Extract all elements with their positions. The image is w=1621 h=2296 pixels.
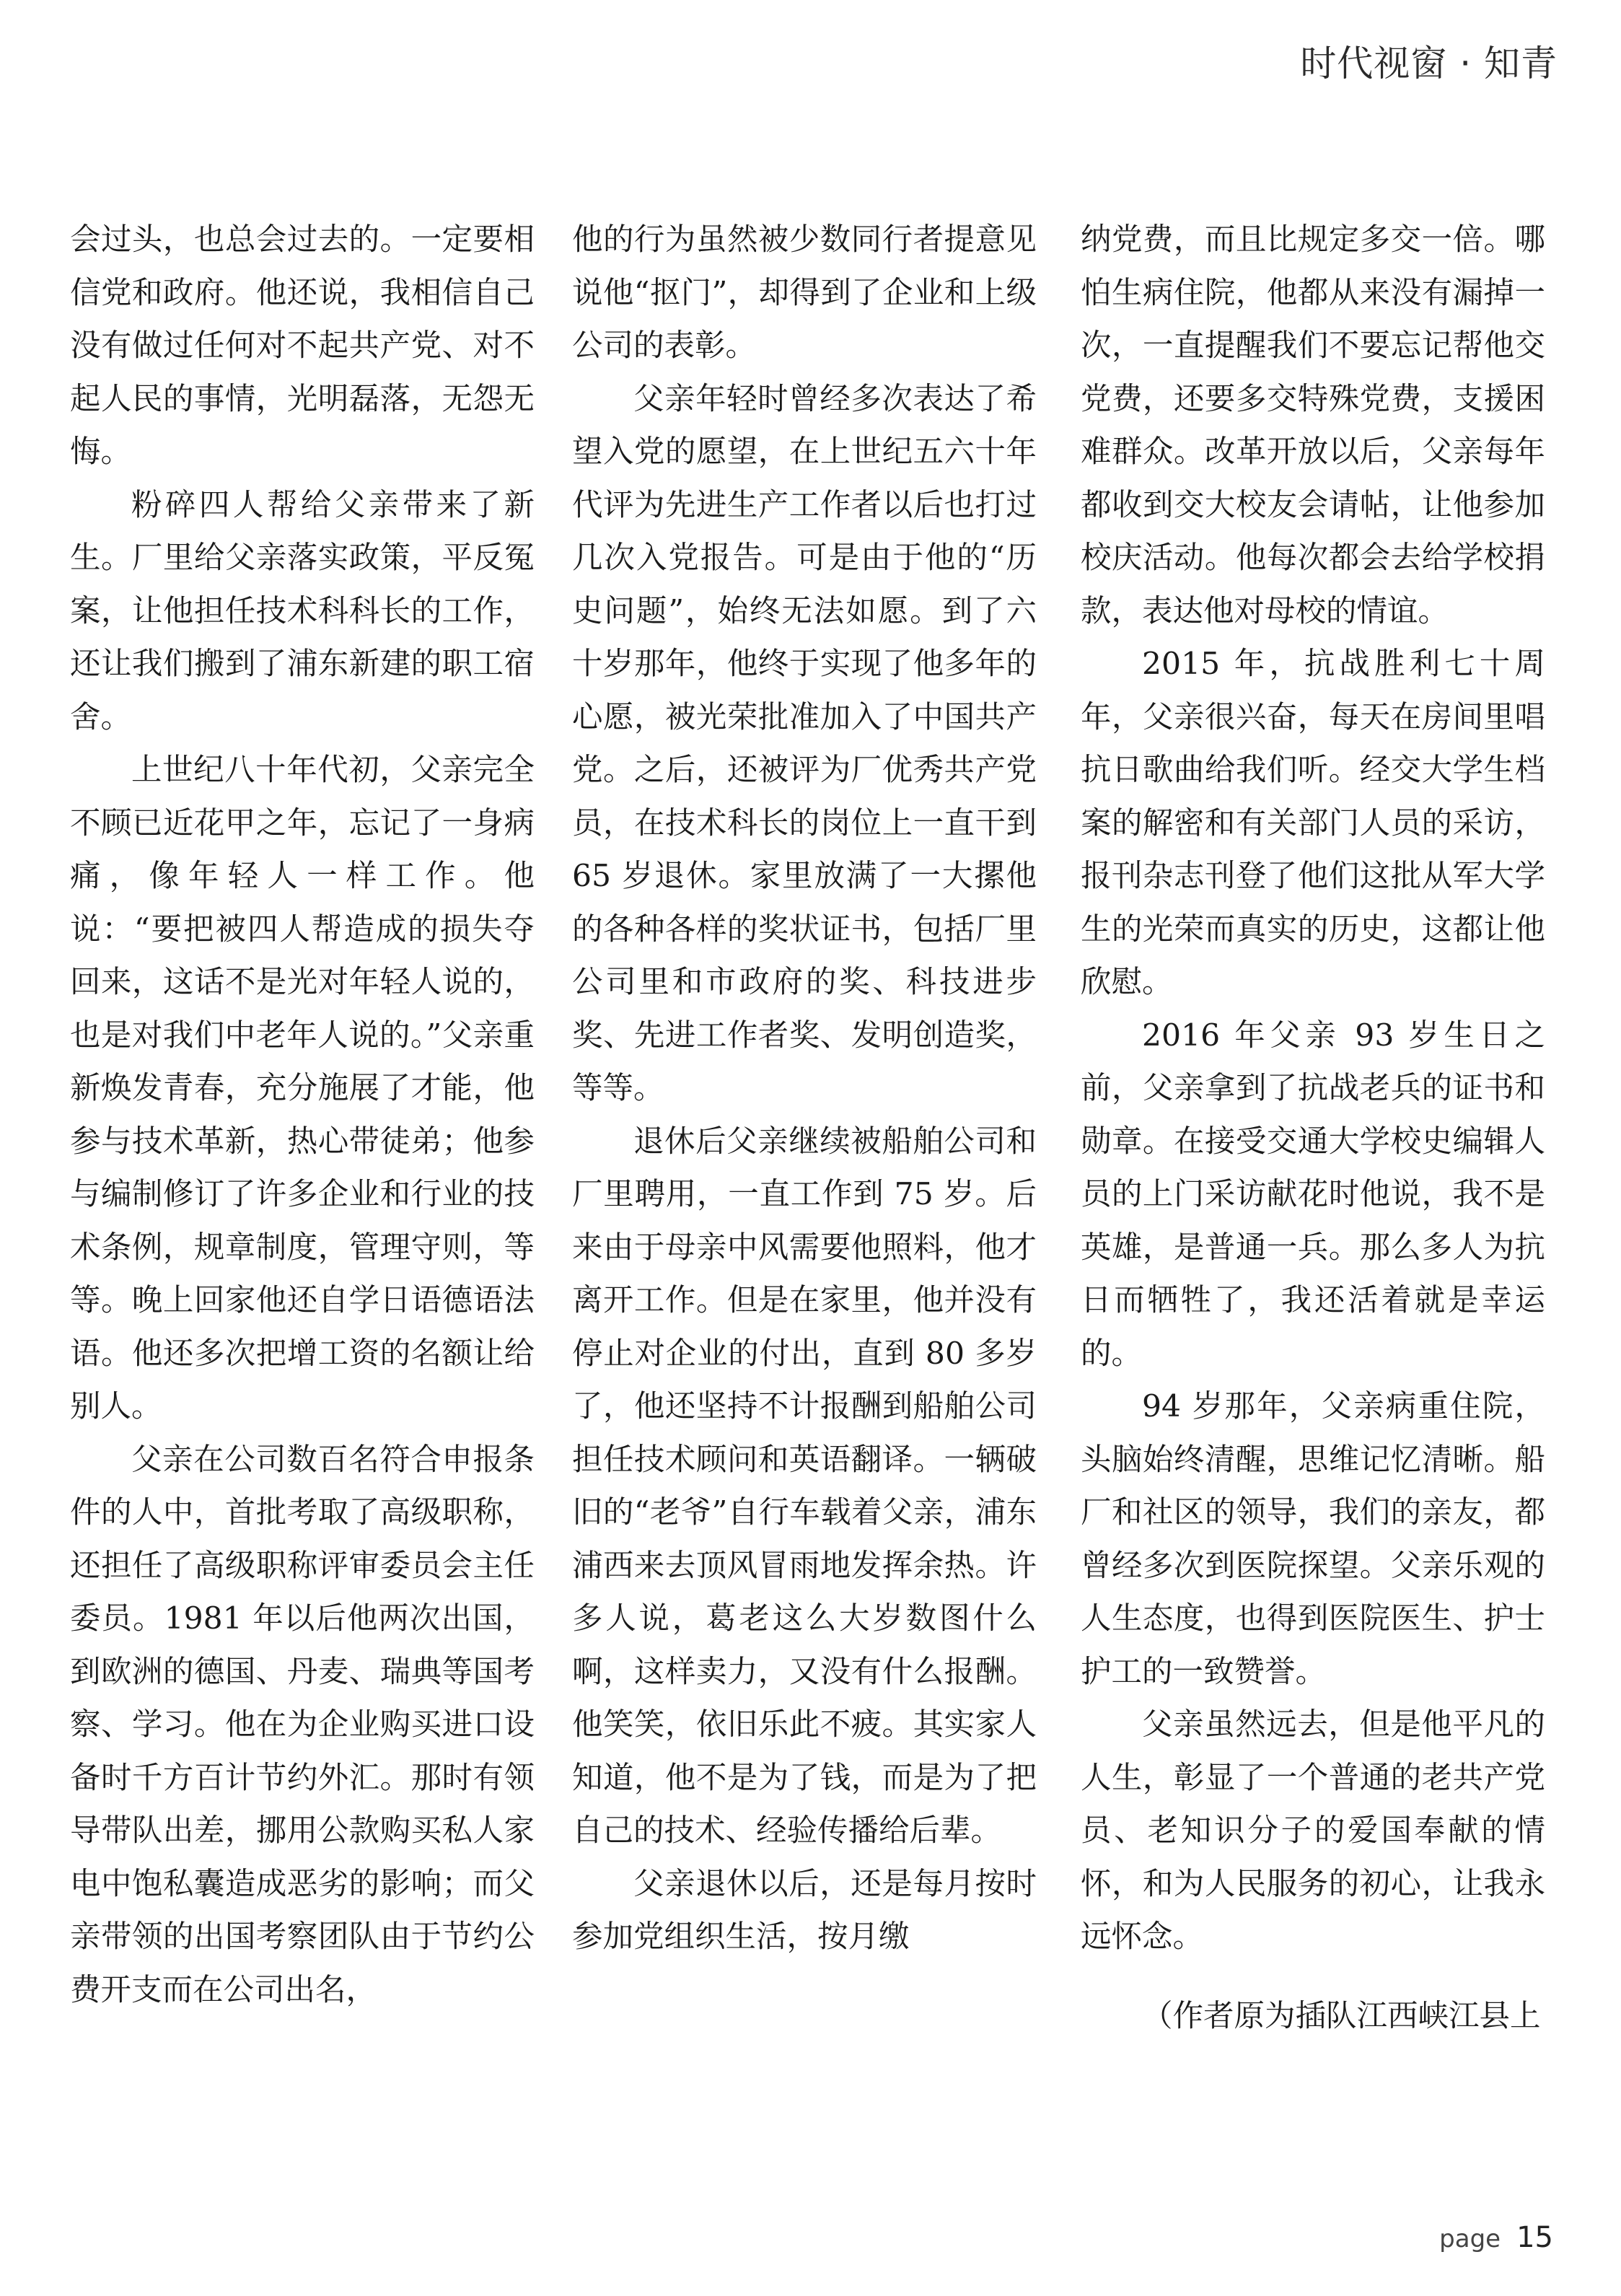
paragraph: 退休后父亲继续被船舶公司和厂里聘用，一直工作到 75 岁。后来由于母亲中风需要他照料，他才离开工作。但是在家里，他并没有停止对企业的付出，直到 80 多岁了，他还坚持不计报酬到船舶公司担任技术顾问和英语翻译。一辆破旧的“老爷”自行车载着父亲，浦东浦西来去顶风冒雨地发挥余热。许多人说，葛老这么大岁数图什么啊，这样卖力，又没有什么报酬。他笑笑，依旧乐此不疲。其实家人知道，他不是为了钱，而是为了把自己的技术、经验传播给后辈。 [572, 1123, 1037, 1849]
paragraph: 会过头，也总会过去的。一定要相信党和政府。他还说，我相信自己没有做过任何对不起共产党、对不起人民的事情，光明磊落，无怨无悔。 [70, 222, 535, 470]
text-column-1 [70, 214, 535, 2017]
paragraph: 他的行为虽然被少数同行者提意见说他“抠门”，却得到了企业和上级公司的表彰。 [572, 222, 1037, 364]
paragraph: 2015 年，抗战胜利七十周年，父亲很兴奋，每天在房间里唱抗日歌曲给我们听。经交大学生档案的解密和有关部门人员的采访，报刊杂志刊登了他们这批从军大学生的光荣而真实的历史，这都让他欣慰。 [1081, 647, 1545, 1000]
section-header: 时代视窗 · 知青 [1300, 43, 1558, 84]
paragraph: 纳党费，而且比规定多交一倍。哪怕生病住院，他都从来没有漏掉一次，一直提醒我们不要忘记帮他交党费，还要多交特殊党费，支援困难群众。改革开放以后，父亲每年都收到交大校友会请帖，让他参加校庆活动。他每次都会去给学校捐款，表达他对母校的情谊。 [1081, 222, 1545, 629]
paragraph: 94 岁那年，父亲病重住院，头脑始终清醒，思维记忆清晰。船厂和社区的领导，我们的亲友，都曾经多次到医院探望。父亲乐观的人生态度，也得到医院医生、护士护工的一致赞誉。 [1081, 1389, 1545, 1690]
paragraph: 上世纪八十年代初，父亲完全不顾已近花甲之年，忘记了一身病痛，像年轻人一样工作。他说：“要把被四人帮造成的损失夺回来，这话不是光对年轻人说的，也是对我们中老年人说的。”父亲重新焕发青春，充分施展了才能，他参与技术革新，热心带徒弟；他参与编制修订了许多企业和行业的技术条例，规章制度，管理守则，等等。晚上回家他还自学日语德语法语。他还多次把增工资的名额让给别人。 [70, 753, 535, 1424]
paragraph: 2016 年父亲 93 岁生日之前，父亲拿到了抗战老兵的证书和勋章。在接受交通大学校史编辑人员的上门采访献花时他说，我不是英雄，是普通一兵。那么多人为抗日而牺牲了，我还活着就是幸运的。 [1081, 1017, 1545, 1372]
paragraph: 父亲年轻时曾经多次表达了希望入党的愿望，在上世纪五六十年代评为先进生产工作者以后也打过几次入党报告。可是由于他的“历史问题”，始终无法如愿。到了六十岁那年，他终于实现了他多年的心愿，被光荣批准加入了中国共产党。之后，还被评为厂优秀共产党员，在技术科长的岗位上一直干到 65 岁退休。家里放满了一大摞他的各种各样的奖状证书，包括厂里公司里和市政府的奖、科技进步奖、先进工作者奖、发明创造奖，等等。 [572, 381, 1037, 1106]
paragraph: 父亲退休以后，还是每月按时参加党组织生活，按月缴 [572, 1866, 1037, 1955]
paragraph: 父亲虽然远去，但是他平凡的人生，彰显了一个普通的老共产党员、老知识分子的爱国奉献的情怀，和为人民服务的初心，让我永远怀念。 [1081, 1707, 1545, 1955]
author-note: （作者原为插队江西峡江县上 [1142, 1998, 1541, 2034]
page-label: page [1439, 2225, 1501, 2253]
page-footer [1439, 2221, 1553, 2254]
paragraph: 粉碎四人帮给父亲带来了新生。厂里给父亲落实政策，平反冤案，让他担任技术科科长的工作，还让我们搬到了浦东新建的职工宿舍。 [70, 487, 535, 735]
page-number: 15 [1516, 2221, 1553, 2254]
paragraph: 父亲在公司数百名符合申报条件的人中，首批考取了高级职称，还担任了高级职称评审委员会主任委员。1981 年以后他两次出国，到欧洲的德国、丹麦、瑞典等国考察、学习。他在为企业购买进口设备时千方百计节约外汇。那时有领导带队出差，挪用公款购买私人家电中饱私囊造成恶劣的影响；而父亲带领的出国考察团队由于节约公费开支而在公司出名， [70, 1442, 535, 2008]
text-column-3 [1081, 214, 1545, 2043]
text-column-2 [572, 214, 1037, 1964]
